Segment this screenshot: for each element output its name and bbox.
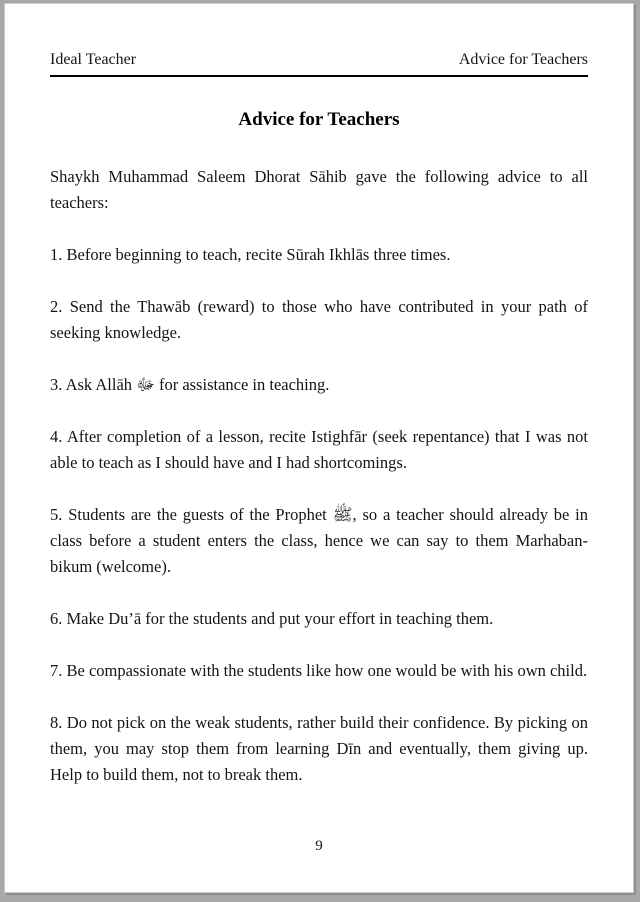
intro-paragraph: Shaykh Muhammad Saleem Dhorat Sāhib gave the following advice to all teachers: (50, 167, 588, 212)
running-header-right: Advice for Teachers (458, 51, 588, 68)
advice-item-7: 7. Be compassionate with the students like how one would be with his own child. (50, 661, 588, 680)
page-number: 9 (315, 838, 323, 854)
advice-item-5: 5. Students are the guests of the Prophet ﷺ, so a teacher should already be in class before a student enters the class, hence we can say to them Marhaban-bikum (welcome). (50, 505, 588, 576)
advice-item-2: 2. Send the Thawāb (reward) to those who have contributed in your path of seeking knowledge. (50, 297, 588, 342)
advice-item-6: 6. Make Du’ā for the students and put your effort in teaching them. (50, 609, 494, 628)
advice-item-1: 1. Before beginning to teach, recite Sūrah Ikhlās three times. (50, 245, 451, 264)
running-header (50, 50, 588, 77)
chapter-title: Advice for Teachers (238, 109, 400, 130)
body-text (50, 164, 588, 788)
advice-item-8: 8. Do not pick on the weak students, rather build their confidence. By picking on them, you may stop them from learning Dīn and eventually, them giving up. Help to build them, not to break them. (50, 713, 588, 784)
advice-item-3: 3. Ask Allāh ﷻ for assistance in teaching. (50, 375, 330, 394)
book-page (4, 3, 634, 893)
running-header-left: Ideal Teacher (50, 51, 137, 68)
advice-item-4: 4. After completion of a lesson, recite Istighfār (seek repentance) that I was not able to teach as I should have and I had shortcomings. (50, 427, 588, 472)
